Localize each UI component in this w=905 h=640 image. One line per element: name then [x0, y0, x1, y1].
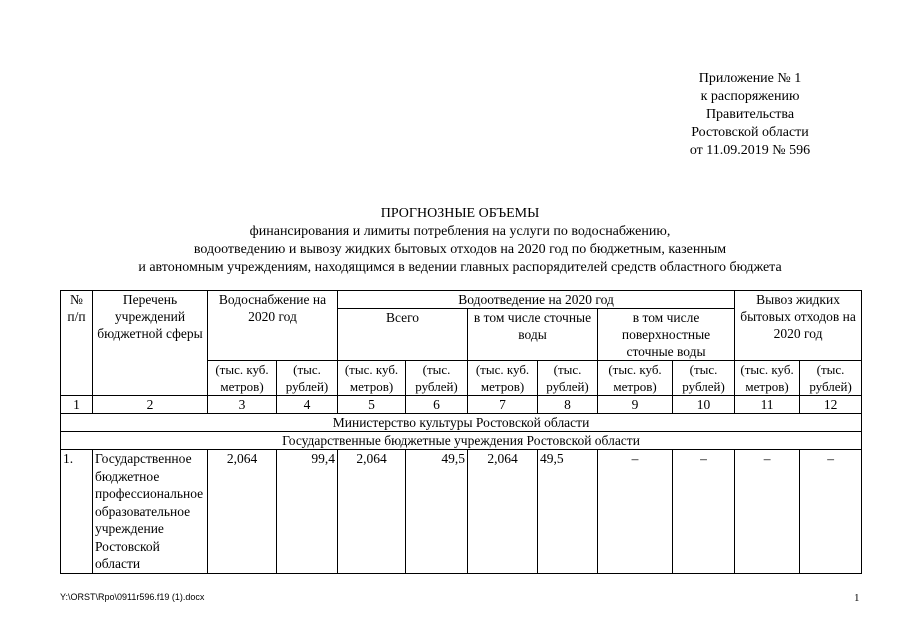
- institution-name: Государственное бюджетное профессиональное образовательное учреждение Ростовской области: [93, 450, 208, 574]
- value-cell: 99,4: [277, 450, 338, 574]
- value-cell: –: [735, 450, 800, 574]
- title-line: водоотведению и вывозу жидких бытовых отходов на 2020 год по бюджетным, казенным: [193, 242, 727, 257]
- appendix-header: [600, 70, 900, 160]
- appendix-line: Правительства: [705, 107, 795, 122]
- column-number: 6: [406, 396, 468, 414]
- value-cell: 49,5: [406, 450, 468, 574]
- column-number: 8: [538, 396, 598, 414]
- header-liquid-waste: Вывоз жидких бытовых отходов на 2020 год: [735, 291, 862, 361]
- table-row: [61, 450, 862, 574]
- page-number: 1: [854, 592, 860, 604]
- value-cell: –: [800, 450, 862, 574]
- column-number-row: [61, 396, 862, 414]
- header-no: № п/п: [61, 291, 93, 396]
- value-cell: 49,5: [538, 450, 598, 574]
- header-water-disposal: Водоотведение на 2020 год: [338, 291, 735, 309]
- header-sewage: в том числе сточные воды: [468, 309, 598, 361]
- column-number: 7: [468, 396, 538, 414]
- unit-cell: (тыс. куб. метров): [598, 361, 673, 396]
- header-water-supply: Водоснабжение на 2020 год: [208, 291, 338, 361]
- column-number: 12: [800, 396, 862, 414]
- limits-table: [60, 290, 862, 574]
- column-number: 10: [673, 396, 735, 414]
- column-number: 1: [61, 396, 93, 414]
- header-surface: в том числе поверхностные сточные воды: [598, 309, 735, 361]
- column-number: 4: [277, 396, 338, 414]
- column-number: 3: [208, 396, 277, 414]
- file-path: Y:\ORST\Rpo\0911r596.f19 (1).docx: [60, 592, 205, 602]
- value-cell: 2,064: [468, 450, 538, 574]
- unit-cell: (тыс. рублей): [800, 361, 862, 396]
- appendix-line: Ростовской области: [691, 125, 809, 140]
- unit-cell: (тыс. рублей): [538, 361, 598, 396]
- column-number: 11: [735, 396, 800, 414]
- title-line: финансирования и лимиты потребления на услуги по водоснабжению,: [249, 224, 671, 239]
- category-row: [61, 432, 862, 450]
- column-number: 2: [93, 396, 208, 414]
- value-cell: 2,064: [208, 450, 277, 574]
- value-cell: –: [598, 450, 673, 574]
- unit-cell: (тыс. куб. метров): [735, 361, 800, 396]
- appendix-line: Приложение № 1: [698, 71, 802, 86]
- column-number: 5: [338, 396, 406, 414]
- appendix-line: к распоряжению: [700, 89, 800, 104]
- unit-cell: (тыс. рублей): [406, 361, 468, 396]
- row-number: 1.: [61, 450, 93, 574]
- title-line: и автономным учреждениям, находящимся в ведении главных распорядителей средств областного бюджета: [138, 260, 782, 275]
- header-total: Всего: [338, 309, 468, 361]
- table-header-row: [61, 291, 862, 309]
- unit-cell: (тыс. рублей): [277, 361, 338, 396]
- column-number: 9: [598, 396, 673, 414]
- unit-cell: (тыс. куб. метров): [338, 361, 406, 396]
- category-title: Государственные бюджетные учреждения Ростовской области: [61, 432, 862, 450]
- document-title: [60, 205, 860, 277]
- ministry-row: [61, 414, 862, 432]
- unit-cell: (тыс. куб. метров): [208, 361, 277, 396]
- ministry-title: Министерство культуры Ростовской области: [61, 414, 862, 432]
- value-cell: 2,064: [338, 450, 406, 574]
- title-main: ПРОГНОЗНЫЕ ОБЪЕМЫ: [380, 206, 540, 221]
- appendix-line: от 11.09.2019 № 596: [689, 143, 811, 158]
- unit-cell: (тыс. рублей): [673, 361, 735, 396]
- value-cell: –: [673, 450, 735, 574]
- unit-cell: (тыс. куб. метров): [468, 361, 538, 396]
- header-list: Перечень учреждений бюджетной сферы: [93, 291, 208, 396]
